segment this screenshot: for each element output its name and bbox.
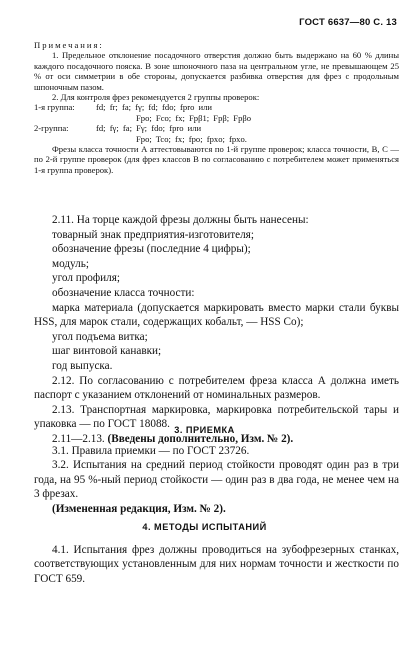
- notes-block: [34, 40, 399, 175]
- section-4-heading: 4. МЕТОДЫ ИСПЫТАНИЙ: [142, 522, 267, 532]
- marking-item-8: шаг винтовой канавки;: [52, 345, 162, 358]
- section-3-body: [34, 444, 399, 516]
- notes-title: Примечания:: [34, 40, 104, 50]
- para-2-13: 2.13. Транспортная маркировка, маркировка потребительской тары и упаковка — по ГОСТ 18088.: [34, 403, 399, 431]
- check-group-2-line-1: fd; fγ; fa; Fγ; fdo; fpro или: [96, 123, 202, 134]
- para-3-1: 3.1. Правила приемки — по ГОСТ 23726.: [52, 445, 250, 457]
- section-3-heading: 3. ПРИЕМКА: [174, 425, 235, 435]
- check-group-2-label: 2-группа:: [34, 123, 69, 134]
- amendment-note-2: (Введены дополнительно, Изм. № 2).: [107, 432, 294, 445]
- section-2-body: [34, 213, 399, 447]
- check-group-1-cont: [34, 113, 399, 123]
- check-group-1-line-2: Fpo; Fco; fx; Fpβ1; Fpβ; Fpβo: [136, 112, 252, 123]
- marking-item-9: год выпуска.: [52, 359, 113, 372]
- para-2-12: 2.12. По согласованию с потребителем фреза класса А должна иметь паспорт с указанием отклонений от номинальных размеров.: [34, 374, 399, 402]
- check-group-2-line-2: Fpo; Tco; fx; fpo; fpxo; fpxo.: [136, 133, 247, 144]
- amendment-note-3: (Измененная редакция, Изм. № 2).: [52, 502, 226, 515]
- para-3-2: 3.2. Испытания на средний период стойкости проводят один раз в три года, на 95 %-ный период стойкости — один раз в два года, не менее чем на 3 фрезах.: [34, 459, 399, 501]
- note-1: 1. Предельное отклонение посадочного отверстия должно быть выдержано на 60 % длины каждого посадочного пояска. В зоне шпоночного паза на центральном угле, не превышающем 25 % от оси симметрии в обе стороны, допускается разбивка отверстия для фрез с продольным шпоночным пазом.: [34, 50, 399, 92]
- marking-item-5: обозначение класса точности:: [52, 286, 195, 299]
- marking-item-4: угол профиля;: [52, 272, 120, 285]
- para-2-11-2-13-number: 2.11—2.13.: [52, 432, 105, 445]
- check-group-1: [34, 102, 399, 112]
- check-group-2: [34, 123, 399, 133]
- section-4-body: [34, 543, 399, 586]
- para-2-11: 2.11. На торце каждой фрезы должны быть нанесены:: [52, 214, 309, 226]
- marking-item-3: модуль;: [52, 257, 89, 270]
- marking-item-7: угол подъема витка;: [52, 330, 148, 343]
- note-2: 2. Для контроля фрез рекомендуется 2 группы проверок:: [52, 92, 260, 103]
- check-group-1-line-1: fd; fr; fa; fγ; fd; fdo; fpro или: [96, 102, 213, 113]
- check-group-2-cont: [34, 134, 399, 144]
- note-3: Фрезы класса точности А аттестовываются по 1-й группе проверок; класса точности, В, С — по 2-й группе проверок (для фрез классов В по согласованию с потребителем может применяться 1-я группа проверок).: [34, 144, 399, 175]
- marking-item-1: товарный знак предприятия-изготовителя;: [52, 228, 254, 241]
- check-group-1-label: 1-я группа:: [34, 102, 75, 113]
- para-4-1: 4.1. Испытания фрез должны проводиться на зубофрезерных станках, соответствующих установленным для них нормам точности и жесткости по ГОСТ 659.: [34, 544, 399, 585]
- marking-item-2: обозначение фрезы (последние 4 цифры);: [52, 243, 251, 256]
- page-header: ГОСТ 6637—80 С. 13: [299, 17, 397, 28]
- marking-item-6: марка материала (допускается маркировать вместо марки стали буквы HSS, для марок стали, содержащих кобальт, — HSS Co);: [34, 301, 399, 329]
